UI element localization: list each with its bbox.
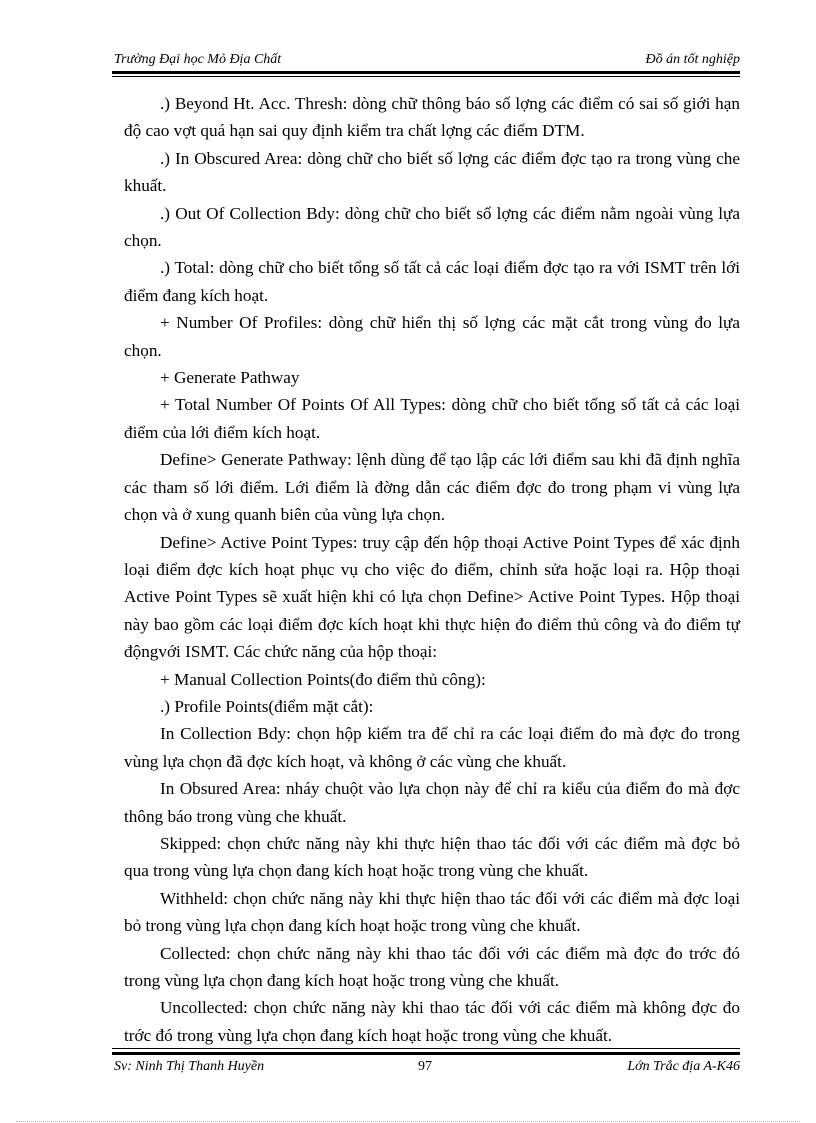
paragraph: Skipped: chọn chức năng này khi thực hiện thao tác đối với các điểm mà đợc bỏ qua trong vùng lựa chọn đang kích hoạt hoặc trong vùng che khuất. xyxy=(124,833,740,881)
paragraph: .) Beyond Ht. Acc. Thresh: dòng chữ thông báo số lợng các điểm có sai số giới hạn độ cao vợt quá hạn sai quy định kiểm tra chất lợng các điểm DTM. xyxy=(124,94,740,141)
paragraph: Define> Active Point Types: truy cập đến hộp thoại Active Point Types để xác định loại điểm đợc kích hoạt phục vụ cho việc đo điểm, chỉnh sửa hoặc loại ra. Hộp thoại Active Point Types sẽ xuất hiện khi có lựa chọn Define> Active Point Types. Hộp thoại này bao gồm các loại điểm đợc kích hoạt khi thực hiện đo điểm thủ công và đo điểm tự độngvới ISMT. Các chức năng của hộp thoại: xyxy=(124,532,740,662)
page-body xyxy=(124,90,740,1049)
page-footer xyxy=(112,1048,740,1078)
page-number: 97 xyxy=(418,1059,432,1074)
paragraph: Uncollected: chọn chức năng này khi thao tác đối với các điểm mà không đợc đo trớc đó trong vùng lựa chọn đang kích hoạt hoặc trong vùng che khuất. xyxy=(124,998,740,1045)
paragraph: In Collection Bdy: chọn hộp kiểm tra để chỉ ra các loại điểm đo mà đợc đo trong vùng lựa chọn đã đợc kích hoạt, và không ở các vùng che khuất. xyxy=(124,724,740,771)
page-edge-dotted-line xyxy=(16,1121,800,1122)
paragraph: + Number Of Profiles: dòng chữ hiển thị số lợng các mặt cắt trong vùng đo lựa chọn. xyxy=(124,313,740,360)
header-school: Trường Đại học Mỏ Địa Chất xyxy=(114,52,282,67)
page-header xyxy=(112,46,740,74)
header-rule-thin xyxy=(112,76,740,77)
header-rule-thick xyxy=(112,71,740,74)
header-doc-type: Đồ án tốt nghiệp xyxy=(645,52,740,67)
paragraph: In Obsured Area: nháy chuột vào lựa chọn này để chỉ ra kiểu của điểm đo mà đợc thông báo trong vùng che khuất. xyxy=(124,779,740,826)
paragraph: .) Profile Points(điểm mặt cắt): xyxy=(160,696,374,716)
footer-rule-thick xyxy=(112,1052,740,1055)
paragraph: + Total Number Of Points Of All Types: dòng chữ cho biết tổng số tất cả các loại điểm của lới điểm kích hoạt. xyxy=(124,395,740,442)
paragraph: + Generate Pathway xyxy=(160,368,300,388)
paragraph: .) In Obscured Area: dòng chữ cho biết số lợng các điểm đợc tạo ra trong vùng che khuất. xyxy=(124,148,740,196)
paragraph: + Manual Collection Points(đo điểm thủ công): xyxy=(160,669,486,689)
footer-student: Sv: Ninh Thị Thanh Huyền xyxy=(114,1059,265,1074)
paragraph: .) Total: dòng chữ cho biết tổng số tất cả các loại điểm đợc tạo ra với ISMT trên lới điểm đang kích hoạt. xyxy=(124,258,740,305)
footer-rule-thin xyxy=(112,1048,740,1049)
footer-class: Lớn Trắc địa A-K46 xyxy=(627,1059,740,1074)
paragraph: Collected: chọn chức năng này khi thao tác đối với các điểm mà đợc đo trớc đó trong vùng lựa chọn đang kích hoạt hoặc trong vùng che khuất. xyxy=(124,943,740,990)
paragraph: Withheld: chọn chức năng này khi thực hiện thao tác đối với các điểm mà đợc loại bỏ trong vùng lựa chọn đang kích hoạt hoặc trong vùng che khuất. xyxy=(124,888,740,936)
paragraph: Define> Generate Pathway: lệnh dùng để tạo lập các lới điểm sau khi đã định nghĩa các tham số lới điểm. Lới điểm là đờng dẫn các điểm đợc đo trong phạm vi vùng lựa chọn và ở xung quanh biên của vùng lựa chọn. xyxy=(124,450,740,525)
paragraph: .) Out Of Collection Bdy: dòng chữ cho biết số lợng các điểm nằm ngoài vùng lựa chọn. xyxy=(124,203,740,251)
